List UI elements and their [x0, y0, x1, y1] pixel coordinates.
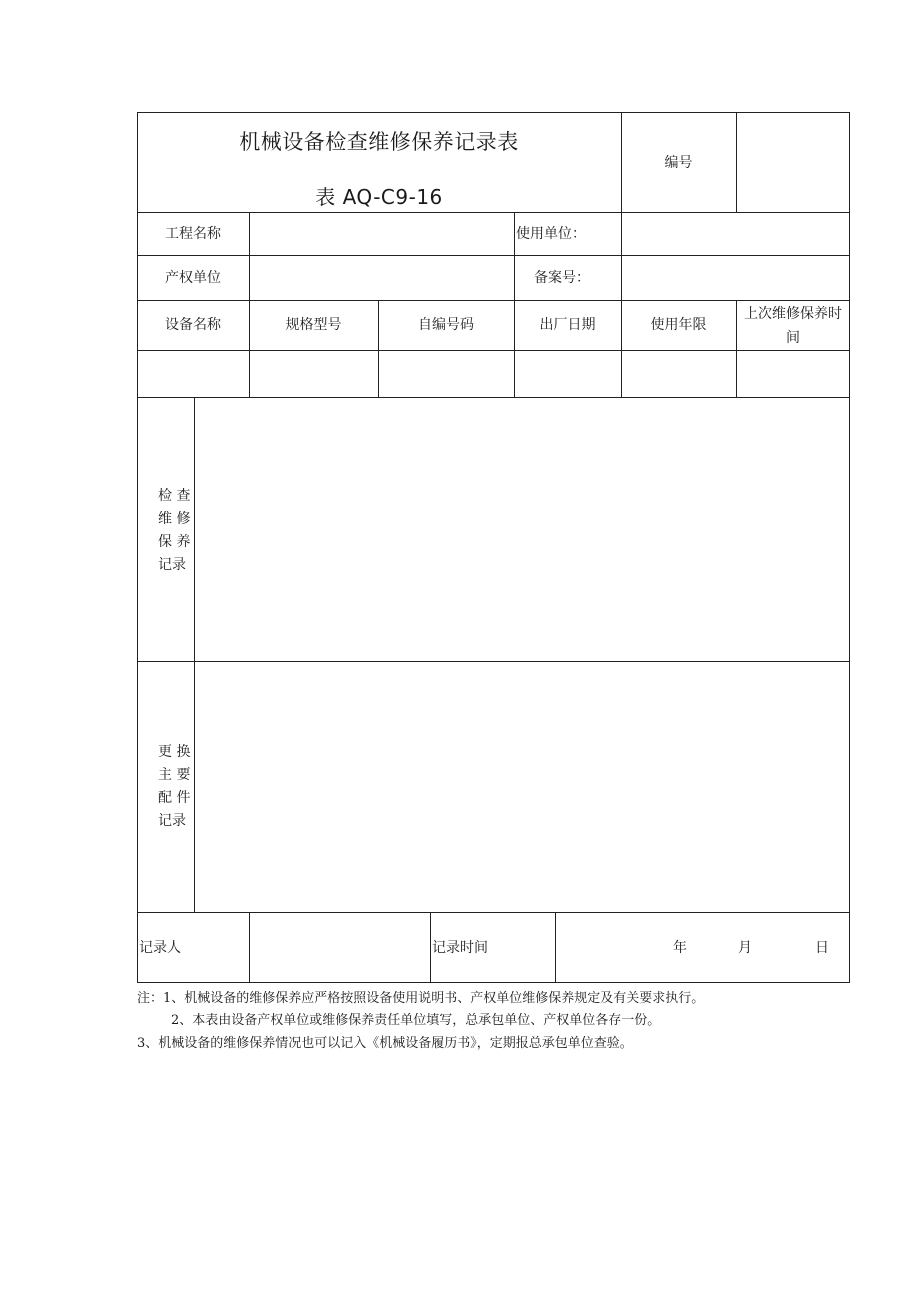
maintenance-label-line: 检 查	[158, 488, 191, 504]
record-day-label: 日	[815, 940, 829, 956]
project-name-label: 工程名称	[165, 226, 221, 242]
parts-label-line: 配 件	[158, 790, 191, 806]
col-divider	[736, 112, 737, 212]
parts-label-line: 更 换	[158, 744, 191, 760]
col-header-model: 规格型号	[285, 317, 342, 333]
row-divider	[137, 350, 850, 351]
parts-record-label	[158, 741, 190, 833]
maintenance-label-line: 记录	[158, 557, 186, 573]
col-divider	[555, 912, 556, 983]
parts-record-area[interactable]	[195, 662, 849, 911]
col-header-service-life: 使用年限	[650, 317, 707, 333]
row-divider	[137, 255, 850, 256]
col-divider	[378, 300, 379, 397]
col-divider	[249, 212, 250, 397]
record-year-label: 年	[673, 940, 687, 956]
record-month-label: 月	[738, 940, 752, 956]
owner-unit-label: 产权单位	[165, 270, 221, 286]
row-divider	[137, 300, 850, 301]
parts-label-line: 记录	[158, 813, 186, 829]
maintenance-record-label	[158, 485, 190, 577]
col-header-factory-date: 出厂日期	[539, 317, 596, 333]
maintenance-label-line: 维 修	[158, 511, 191, 527]
record-time-label: 记录时间	[432, 940, 488, 956]
col-divider	[430, 912, 431, 983]
note-1: 注：1、机械设备的维修保养应严格按照设备使用说明书、产权单位维修保养规定及有关要求执行。	[137, 991, 705, 1006]
col-divider	[621, 350, 622, 397]
maintenance-label-line: 保 养	[158, 534, 191, 550]
row-divider	[137, 212, 850, 213]
form-code: 表 AQ-C9-16	[315, 185, 443, 209]
row-divider	[137, 912, 850, 913]
maintenance-record-area[interactable]	[195, 398, 849, 660]
col-header-last-maintenance-line2: 间	[786, 330, 800, 346]
user-unit-label: 使用单位：	[516, 226, 586, 242]
note-2: 2、本表由设备产权单位或维修保养责任单位填写，总承包单位、产权单位各存一份。	[171, 1013, 661, 1028]
recorder-label: 记录人	[139, 940, 181, 956]
col-header-self-number: 自编号码	[418, 317, 474, 333]
col-divider	[249, 912, 250, 983]
form-title: 机械设备检查维修保养记录表	[239, 130, 519, 154]
number-label: 编号	[664, 155, 693, 171]
col-divider	[621, 112, 622, 350]
record-no-label: 备案号：	[534, 270, 590, 286]
parts-label-line: 主 要	[158, 767, 191, 783]
col-divider	[514, 212, 515, 397]
col-header-last-maintenance: 上次维修保养时	[744, 306, 842, 322]
col-header-device-name: 设备名称	[165, 317, 221, 333]
note-3: 3、机械设备的维修保养情况也可以记入《机械设备履历书》，定期报总承包单位查验。	[137, 1036, 633, 1051]
